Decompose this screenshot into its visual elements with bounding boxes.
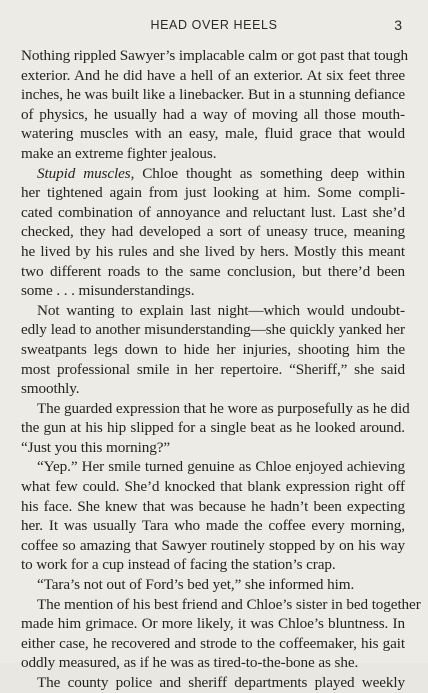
text-line: made him grimace. Or more likely, it was Chloe’s bluntness. In [21,615,405,633]
text-line: her tightened again from just looking at him. Some compli- [21,184,405,202]
text-line: make an extreme fighter jealous. [21,144,217,162]
text-line: smoothly. [21,380,80,398]
text-line: The county police and sheriff departments played weekly [37,674,405,691]
text-line: The mention of his best friend and Chloe’s sister in bed together [37,595,421,613]
text-line: some . . . misunderstandings. [21,282,195,300]
text-line: inches, he was built like a linebacker. But in a stunning defiance [21,86,405,104]
text-line: what few could. She’d knocked that blank expression right off [21,478,405,496]
text-line: “Tara’s not out of Ford’s bed yet,” she informed him. [37,576,355,594]
body-text [21,46,421,693]
text-line: Nothing rippled Sawyer’s implacable calm or got past that tough [21,47,408,64]
text-line: exterior. And he did have a hell of an exterior. At six feet three [21,66,405,84]
text-line: either case, he recovered and strode to the coffeemaker, his gait [21,634,405,652]
text-line: checked, they had developed a sort of uneasy truce, meaning [21,223,405,241]
running-head [0,18,428,34]
text-line: watering muscles with an easy, male, fluid grace that would [21,125,405,143]
text-line: most professional smile in her repertoire. “Sheriff,” she said [21,360,405,378]
text-line: oddly measured, as if he was as tired-to-the-bone as she. [21,654,359,672]
text-line: her. It was usually Tara who made the coffee every morning, [21,517,405,535]
text-line: edly lead to another misunderstanding—she quickly yanked her [21,321,405,339]
text-line: the gun at his hip slipped for a single beat as he looked around. [21,419,405,437]
italic-phrase: Stupid muscles [37,164,131,182]
text-line: Not wanting to explain last night—which would undoubt- [37,301,405,319]
text-line: cated combination of annoyance and reluctant lust. Last she’d [21,203,405,221]
page-number: 3 [394,17,402,33]
text-line [21,164,405,184]
text-line: he lived by his rules and she lived by hers. Mostly this meant [21,242,405,260]
text-line: two different roads to the same conclusion, but there’d been [21,262,405,280]
text-line: to work for a cup instead of facing the station’s crap. [21,556,336,574]
text-line: coffee so amazing that Sawyer routinely stopped by on his way [21,536,405,554]
text-line: his face. She knew that was because he hadn’t been expecting [21,497,405,515]
running-title: HEAD OVER HEELS [150,18,278,32]
text-line: The guarded expression that he wore as purposefully as he did [37,399,410,417]
text-line: “Just you this morning?” [21,438,171,456]
text-line: sweatpants legs down to hide her injuries, shooting him the [21,340,405,358]
text-line: of physics, he usually had a way of moving all those mouth- [21,105,405,123]
text-line-rest: , Chloe thought as something deep within [130,164,405,182]
text-line: “Yep.” Her smile turned genuine as Chloe enjoyed achieving [37,458,405,476]
